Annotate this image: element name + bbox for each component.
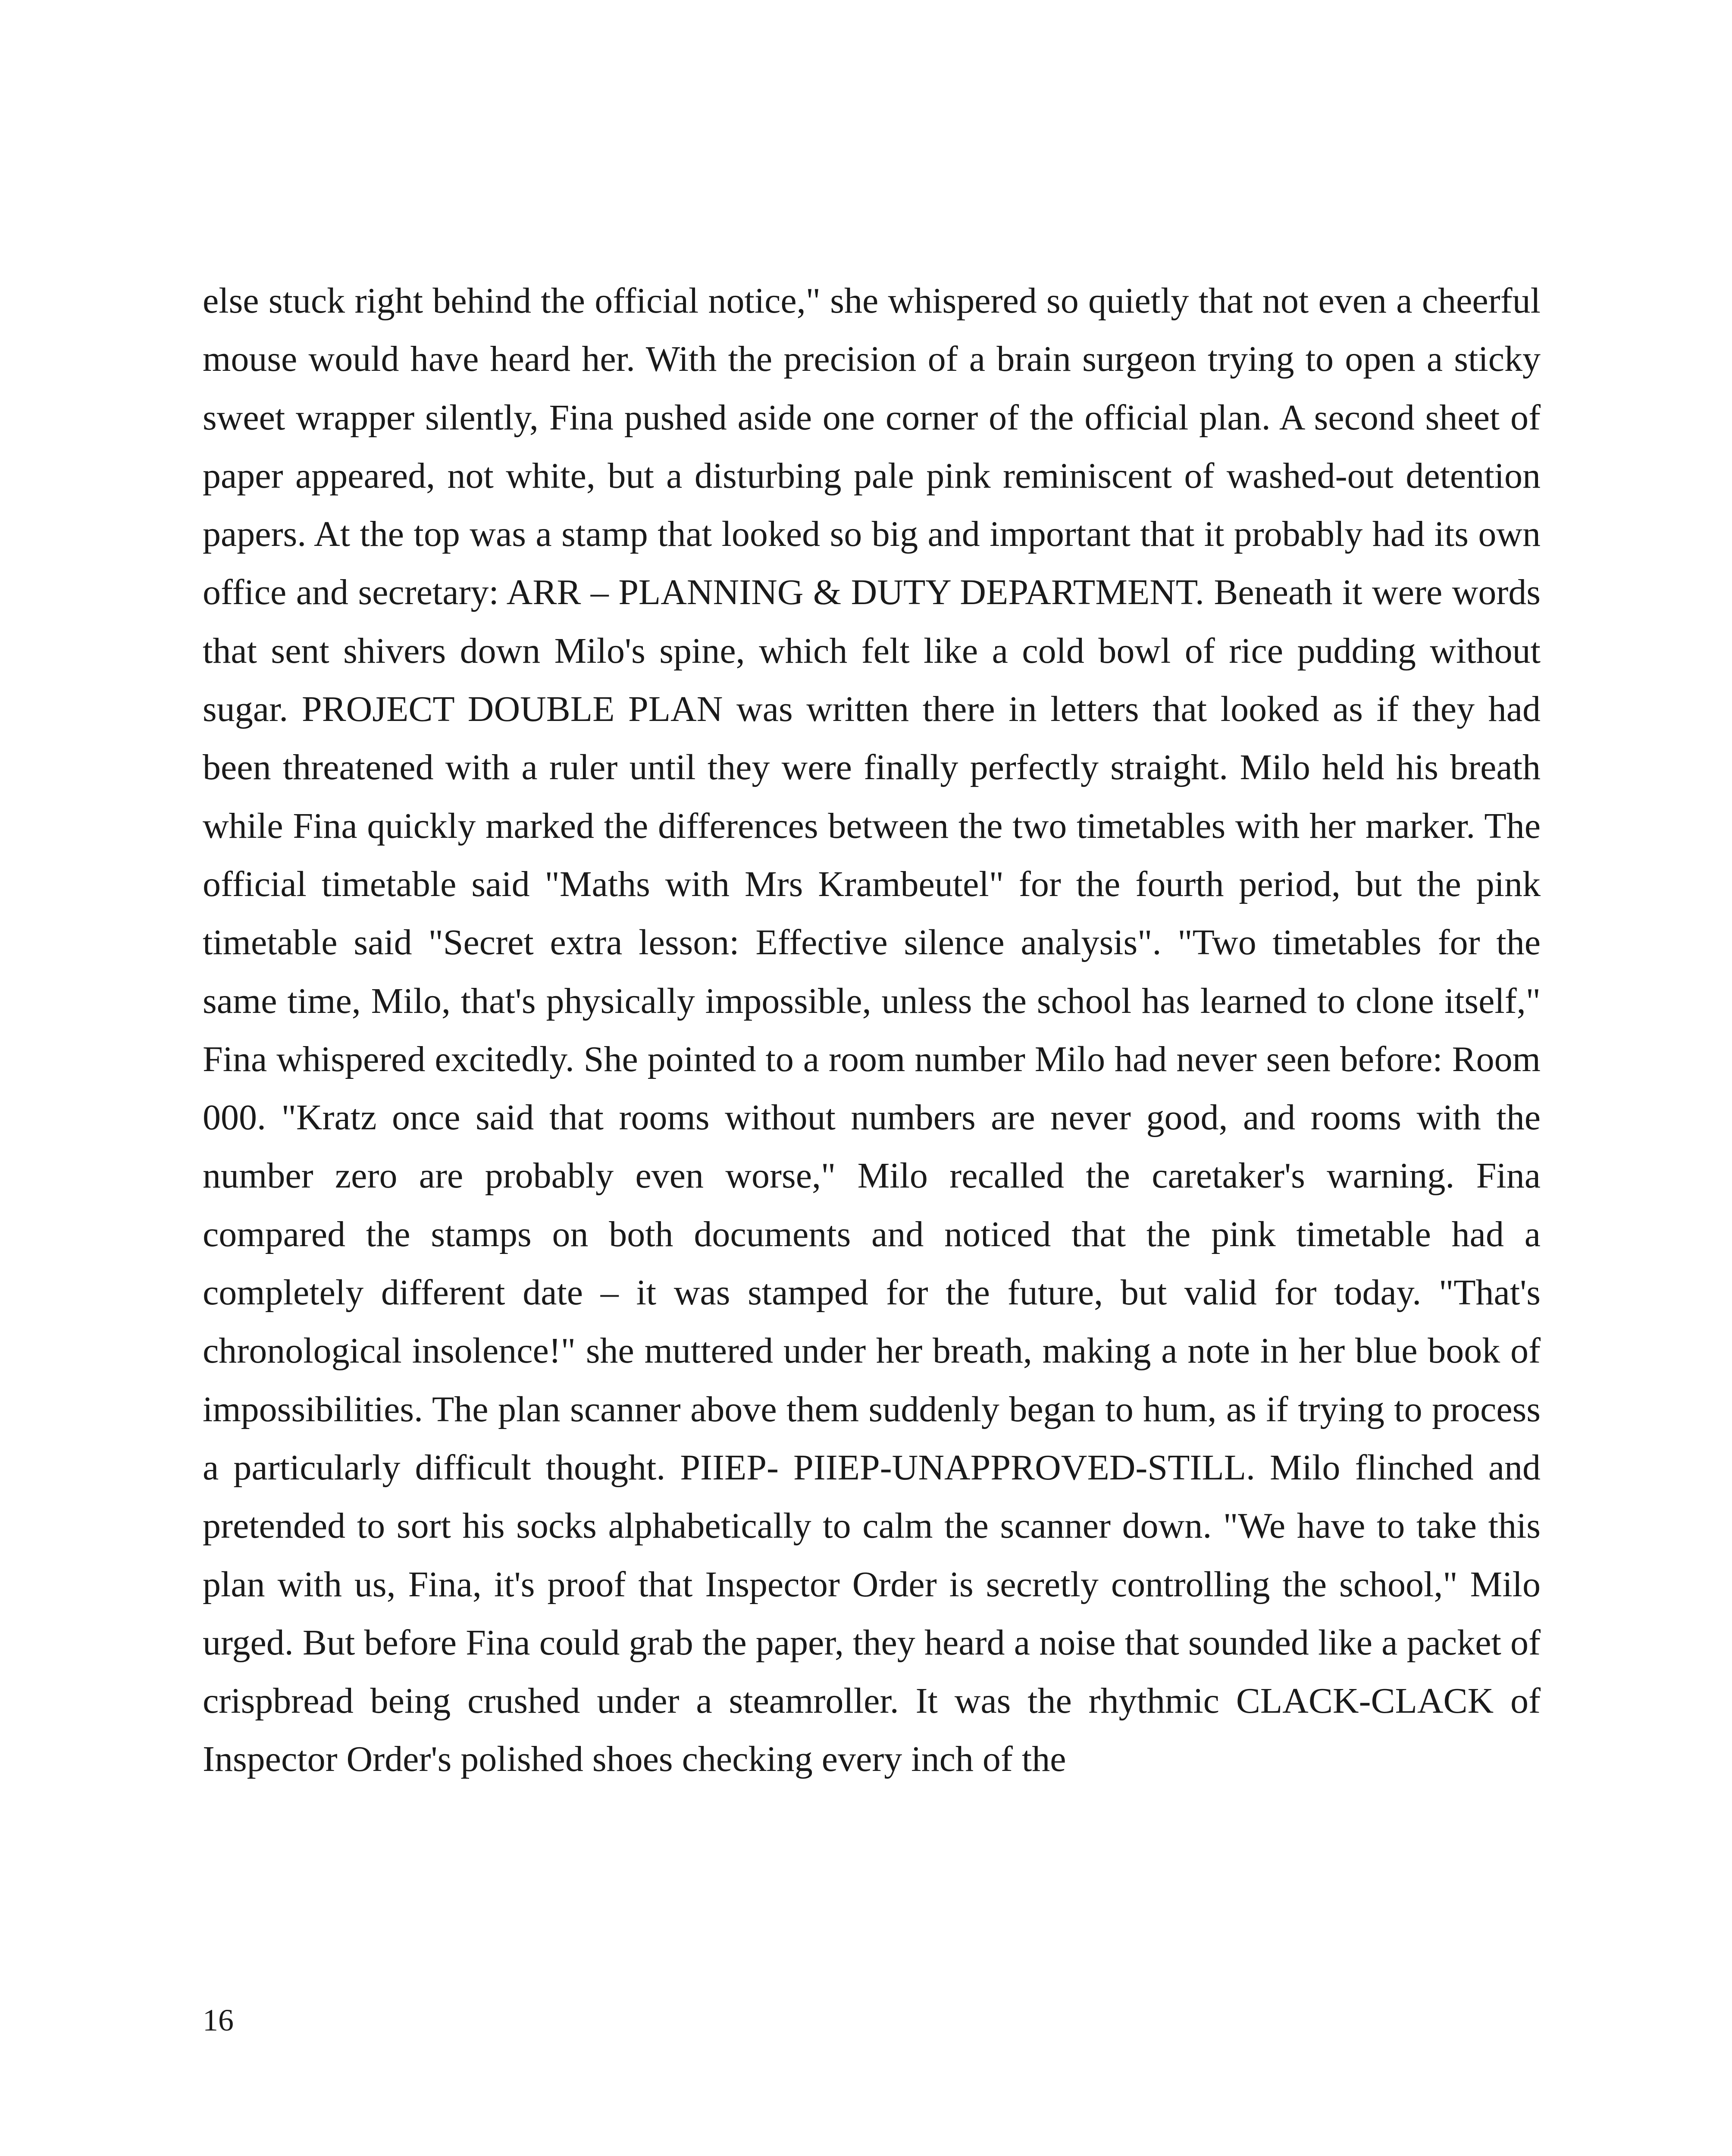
body-paragraph: else stuck right behind the official notice," she whispered so quietly that not even a cheerful mouse would have heard her. With the precision of a brain surgeon trying to open a sticky sweet wrapper silently, Fina pushed aside one corner of the official plan. A second sheet of paper appeared, not white, but a disturbing pale pink reminiscent of washed-out detention papers. At the top was a stamp that looked so big and important that it probably had its own office and secretary: ARR – PLANNING & DUTY DEPARTMENT. Beneath it were words that sent shivers down Milo's spine, which felt like a cold bowl of rice pudding without sugar. PROJECT DOUBLE PLAN was written there in letters that looked as if they had been threatened with a ruler until they were finally perfectly straight. Milo held his breath while Fina quickly marked the differences between the two timetables with her marker. The official timetable said "Maths with Mrs Krambeutel" for the fourth period, but the pink timetable said "Secret extra lesson: Effective silence analysis". "Two timetables for the same time, Milo, that's physically impossible, unless the school has learned to clone itself," Fina whispered excitedly. She pointed to a room number Milo had never seen before: Room 000. "Kratz once said that rooms without numbers are never good, and rooms with the number zero are probably even worse," Milo recalled the caretaker's warning. Fina compared the stamps on both documents and noticed that the pink timetable had a completely different date – it was stamped for the future, but valid for today. "That's chronological insolence!" she muttered under her breath, making a note in her blue book of impossibilities. The plan scanner above them suddenly began to hum, as if trying to process a particularly difficult thought. PIIEP- PIIEP-UNAPPROVED-STILL. Milo flinched and pretended to sort his socks alphabetically to calm the scanner down. "We have to take this plan with us, Fina, it's proof that Inspector Order is secretly controlling the school," Milo urged. But before Fina could grab the paper, they heard a noise that sounded like a packet of crispbread being crushed under a steamroller. It was the rhythmic CLACK-CLACK of Inspector Order's polished shoes checking every inch of the	[203, 281, 1541, 1780]
page-number: 16	[203, 2003, 234, 2037]
